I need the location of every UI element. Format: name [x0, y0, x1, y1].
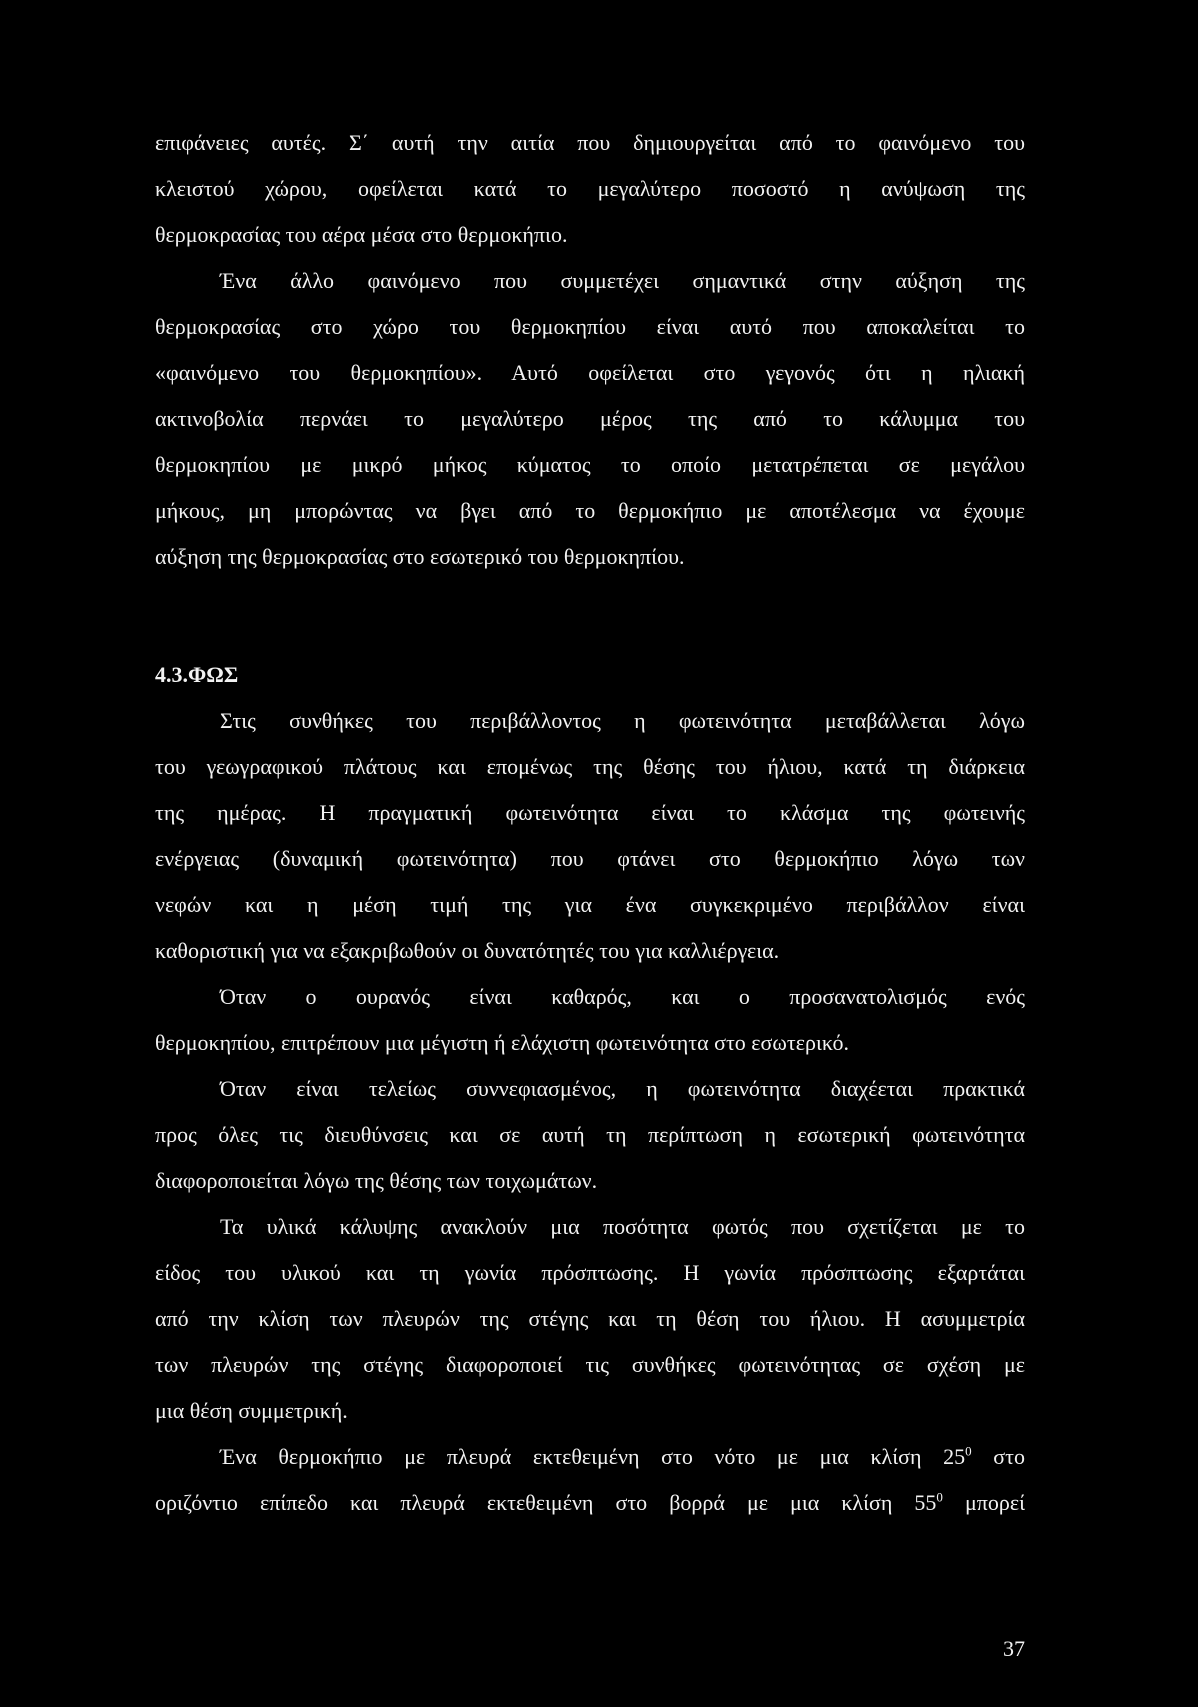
text-line: από την κλίση των πλευρών της στέγης και τη θέση του ήλιου. Η ασυμμετρία — [155, 1306, 1025, 1331]
text-line: είδος του υλικού και τη γωνία πρόσπτωσης. Η γωνία πρόσπτωσης εξαρτάται — [155, 1260, 1025, 1285]
paragraph — [155, 120, 1025, 258]
paragraph — [155, 1434, 1025, 1526]
paragraph — [155, 698, 1025, 974]
text-line: «φαινόμενο του θερμοκηπίου». Αυτό οφείλεται στο γεγονός ότι η ηλιακή — [155, 360, 1025, 385]
text-segment: Ένα θερμοκήπιο με πλευρά εκτεθειμένη στο νότο με μια κλίση 25 — [220, 1444, 966, 1469]
text-segment: στο — [971, 1444, 1025, 1469]
document-page — [155, 120, 1025, 1526]
text-line: Όταν ο ουρανός είναι καθαρός, και ο προσανατολισμός ενός — [220, 984, 1025, 1009]
text-line: της ημέρας. Η πραγματική φωτεινότητα είναι το κλάσμα της φωτεινής — [155, 800, 1025, 825]
text-line: ενέργειας (δυναμική φωτεινότητα) που φτάνει στο θερμοκήπιο λόγω των — [155, 846, 1025, 871]
paragraph — [155, 1204, 1025, 1434]
text-line: των πλευρών της στέγης διαφοροποιεί τις συνθήκες φωτεινότητας σε σχέση με — [155, 1352, 1025, 1377]
superscript: 0 — [936, 1489, 943, 1505]
paragraph — [155, 1066, 1025, 1204]
text-line: θερμοκηπίου με μικρό μήκος κύματος το οποίο μετατρέπεται σε μεγάλου — [155, 452, 1025, 477]
text-line: κλειστού χώρου, οφείλεται κατά το μεγαλύτερο ποσοστό η ανύψωση της — [155, 176, 1025, 201]
blank-space — [155, 580, 1025, 626]
paragraph — [155, 974, 1025, 1066]
superscript: 0 — [965, 1443, 972, 1459]
text-line: του γεωγραφικού πλάτους και επομένως της θέσης του ήλιου, κατά τη διάρκεια — [155, 754, 1025, 779]
text-segment: οριζόντιο επίπεδο και πλευρά εκτεθειμένη στο βορρά με μια κλίση 55 — [155, 1490, 937, 1515]
text-line: θερμοκρασίας του αέρα μέσα στο θερμοκήπιο. — [155, 222, 568, 247]
paragraph — [155, 258, 1025, 580]
text-line: μήκους, μη μπορώντας να βγει από το θερμοκήπιο με αποτέλεσμα να έχουμε — [155, 498, 1025, 523]
text-line: διαφοροποιείται λόγω της θέσης των τοιχωμάτων. — [155, 1168, 598, 1193]
text-line: προς όλες τις διευθύνσεις και σε αυτή τη περίπτωση η εσωτερική φωτεινότητα — [155, 1122, 1025, 1147]
text-line: επιφάνειες αυτές. Σ΄ αυτή την αιτία που δημιουργείται από το φαινόμενο του — [155, 130, 1025, 155]
text-segment: μπορεί — [942, 1490, 1025, 1515]
text-line: μια θέση συμμετρική. — [155, 1398, 348, 1423]
text-line: νεφών και η μέση τιμή της για ένα συγκεκριμένο περιβάλλον είναι — [155, 892, 1025, 917]
text-line — [155, 1480, 1025, 1526]
text-line: Στις συνθήκες του περιβάλλοντος η φωτεινότητα μεταβάλλεται λόγω — [220, 708, 1025, 733]
section-heading: 4.3.ΦΩΣ — [155, 662, 239, 687]
text-line — [155, 1434, 1025, 1480]
text-line: Τα υλικά κάλυψης ανακλούν μια ποσότητα φωτός που σχετίζεται με το — [220, 1214, 1025, 1239]
text-line: θερμοκρασίας στο χώρο του θερμοκηπίου είναι αυτό που αποκαλείται το — [155, 314, 1025, 339]
text-line: αύξηση της θερμοκρασίας στο εσωτερικό του θερμοκηπίου. — [155, 544, 685, 569]
text-line: Ένα άλλο φαινόμενο που συμμετέχει σημαντικά στην αύξηση της — [220, 268, 1025, 293]
text-line: ακτινοβολία περνάει το μεγαλύτερο μέρος της από το κάλυμμα του — [155, 406, 1025, 431]
text-line: Όταν είναι τελείως συννεφιασμένος, η φωτεινότητα διαχέεται πρακτικά — [220, 1076, 1025, 1101]
text-line: καθοριστική για να εξακριβωθούν οι δυνατότητές του για καλλιέργεια. — [155, 938, 780, 963]
blank-space — [155, 626, 1025, 652]
text-line: θερμοκηπίου, επιτρέπουν μια μέγιστη ή ελάχιστη φωτεινότητα στο εσωτερικό. — [155, 1030, 849, 1055]
page-number: 37 — [1003, 1636, 1025, 1661]
